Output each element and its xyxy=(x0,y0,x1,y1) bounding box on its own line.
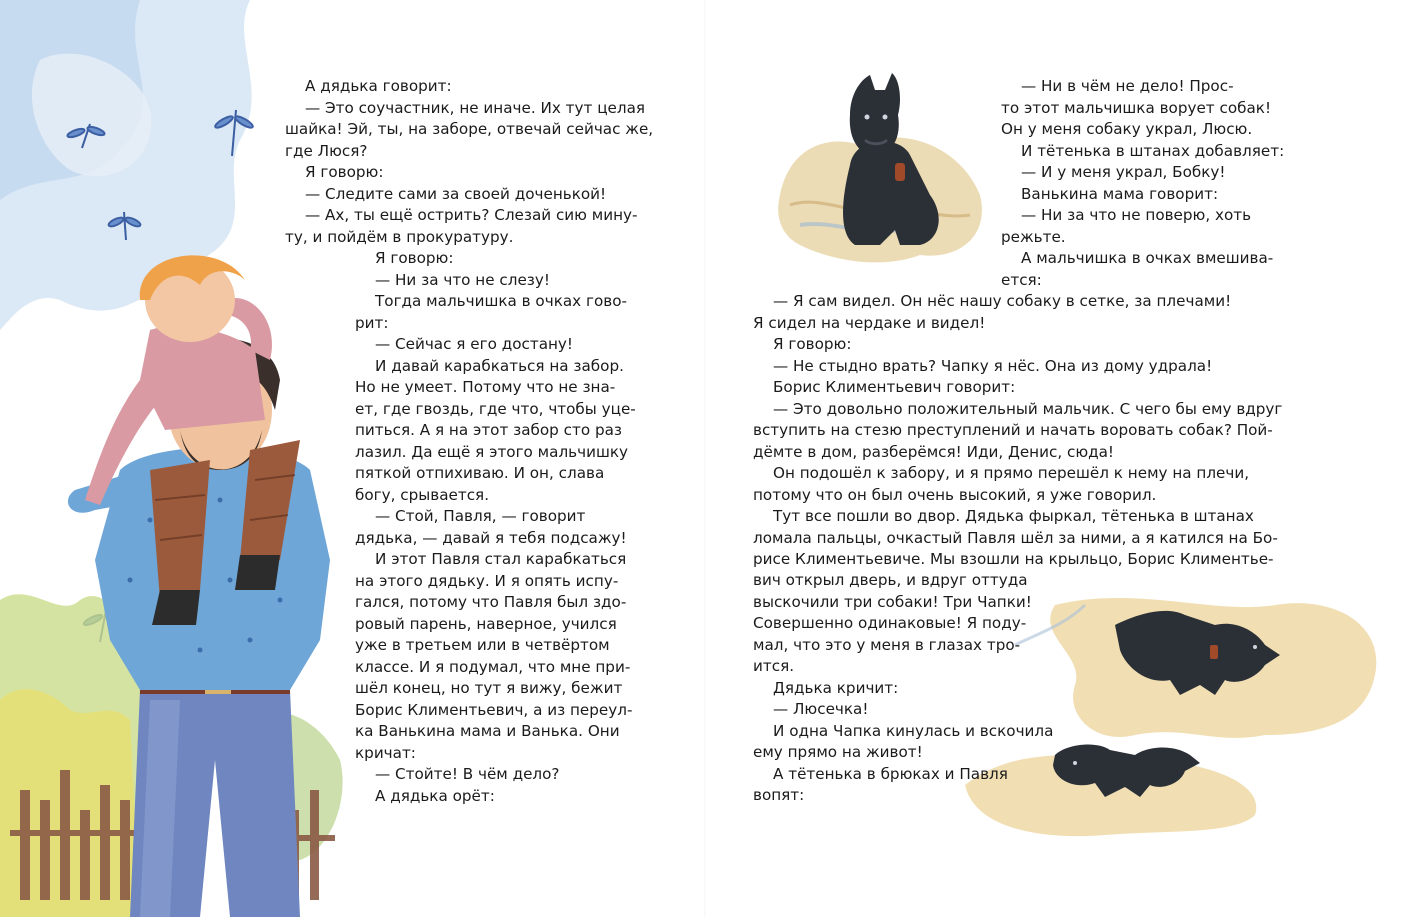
text-line: А тётенька в брюках и Павля xyxy=(773,764,1008,783)
text-line: — Ни в чём не дело! Прос- xyxy=(1021,77,1234,95)
text-line: — И у меня украл, Бобку! xyxy=(1021,163,1226,181)
right-text-middle xyxy=(753,291,1288,571)
text-line: А дядька говорит: xyxy=(305,77,452,95)
text-line: И этот Павля стал карабкаться xyxy=(375,550,627,568)
text-line: И одна Чапка кинулась и вскочила xyxy=(773,721,1054,740)
text-line: на этого дядьку. И я опять испу- xyxy=(355,571,619,590)
text-line: потому что он был очень высокий, я уже говорил. xyxy=(753,485,1157,504)
text-line: ет, где гвоздь, где что, чтобы уце- xyxy=(355,399,636,418)
text-line: — Сейчас я его достану! xyxy=(375,335,574,353)
text-line: Тогда мальчишка в очках гово- xyxy=(375,292,627,310)
text-line: дёмте в дом, разберёмся! Иди, Денис, сюда! xyxy=(753,442,1115,461)
left-text-bottom xyxy=(355,248,637,807)
text-line: рисе Климентьевиче. Мы взошли на крыльцо, Борис Климентье- xyxy=(753,550,1274,568)
text-line: гался, потому что Павля был здо- xyxy=(355,593,627,611)
text-line: Я говорю: xyxy=(305,163,384,181)
text-line: — Стойте! В чём дело? xyxy=(375,765,560,783)
text-line: Но не умеет. Потому что не зна- xyxy=(355,378,616,396)
text-line: уже в третьем или в четвёртом xyxy=(355,636,610,654)
text-line: — Это довольно положительный мальчик. С чего бы ему вдруг xyxy=(773,399,1283,418)
left-text-top xyxy=(285,76,654,248)
text-line: ка Ванькина мама и Ванька. Они xyxy=(355,722,620,740)
text-line: вопят: xyxy=(753,786,805,804)
text-line: — Люсечка! xyxy=(773,700,869,718)
text-line: классе. И я подумал, что мне при- xyxy=(355,657,631,676)
text-line: ту, и пойдём в прокуратуру. xyxy=(285,227,514,246)
text-line: лазил. Да ещё я этого мальчишку xyxy=(355,442,629,461)
text-line: вич открыл дверь, и вдруг оттуда xyxy=(753,571,1028,589)
text-line: Совершенно одинаковые! Я поду- xyxy=(753,614,1027,632)
text-line: выскочили три собаки! Три Чапки! xyxy=(753,592,1032,611)
illustration-scottish-terrier-sitting xyxy=(770,45,1000,275)
text-line: Борис Климентьевич говорит: xyxy=(773,378,1016,396)
text-line: — Следите сами за своей доченькой! xyxy=(305,184,607,203)
text-line: А дядька орёт: xyxy=(375,786,495,805)
text-line: где Люся? xyxy=(285,141,368,160)
text-line: ется: xyxy=(1001,270,1042,289)
text-line: мал, что это у меня в глазах тро- xyxy=(753,635,1021,654)
text-line: — Это соучастник, не иначе. Их тут целая xyxy=(305,98,646,117)
text-line: Я сидел на чердаке и видел! xyxy=(753,313,986,332)
text-line: И тётенька в штанах добавляет: xyxy=(1021,141,1285,160)
text-line: Дядька кричит: xyxy=(773,678,899,697)
text-line: Я говорю: xyxy=(375,249,454,267)
text-line: кричат: xyxy=(355,743,416,762)
text-line: рит: xyxy=(355,313,389,332)
right-text-bottom xyxy=(753,570,1054,807)
text-line: ровый парень, наверное, учился xyxy=(355,614,617,633)
text-line: Ванькина мама говорит: xyxy=(1021,184,1219,203)
text-line: Борис Климентьевич, а из переул- xyxy=(355,700,633,719)
text-line: — Ни за что не поверю, хоть xyxy=(1021,206,1252,224)
text-line: шайка! Эй, ты, на заборе, отвечай сейчас же, xyxy=(285,120,654,138)
text-line: А мальчишка в очках вмешива- xyxy=(1021,249,1274,267)
right-text-top xyxy=(1001,76,1288,291)
text-line: дядька, — давай я тебя подсажу! xyxy=(355,528,627,547)
text-line: ему прямо на живот! xyxy=(753,743,923,761)
text-line: шёл конец, но тут я вижу, бежит xyxy=(355,679,623,697)
text-line: режьте. xyxy=(1001,227,1066,246)
text-line: — Ах, ты ещё острить? Слезай сию мину- xyxy=(305,206,638,224)
text-line: Тут все пошли во двор. Дядька фыркал, тётенька в штанах xyxy=(773,507,1254,525)
text-line: Я говорю: xyxy=(773,335,852,353)
text-line: пяткой отпихиваю. И он, слава xyxy=(355,464,605,482)
text-line: питься. А я на этот забор сто раз xyxy=(355,421,622,439)
text-line: Он подошёл к забору, и я прямо перешёл к нему на плечи, xyxy=(773,464,1250,482)
text-line: — Я сам видел. Он нёс нашу собаку в сетке, за плечами! xyxy=(773,292,1232,310)
text-line: — Ни за что не слезу! xyxy=(375,270,550,289)
text-line: — Стой, Павля, — говорит xyxy=(375,507,586,525)
text-line: Он у меня собаку украл, Люсю. xyxy=(1001,120,1253,138)
text-line: И давай карабкаться на забор. xyxy=(375,356,624,375)
right-page xyxy=(705,0,1410,917)
text-line: вступить на стезю преступлений и начать воровать собак? Пой- xyxy=(753,421,1273,439)
text-line: ится. xyxy=(753,657,795,675)
text-line: то этот мальчишка ворует собак! xyxy=(1001,98,1272,117)
text-line: ломала пальцы, очкастый Павля шёл за ними, а я катился на Бо- xyxy=(753,528,1278,547)
text-line: богу, срывается. xyxy=(355,485,490,504)
text-line: — Не стыдно врать? Чапку я нёс. Она из дому удрала! xyxy=(773,356,1213,375)
